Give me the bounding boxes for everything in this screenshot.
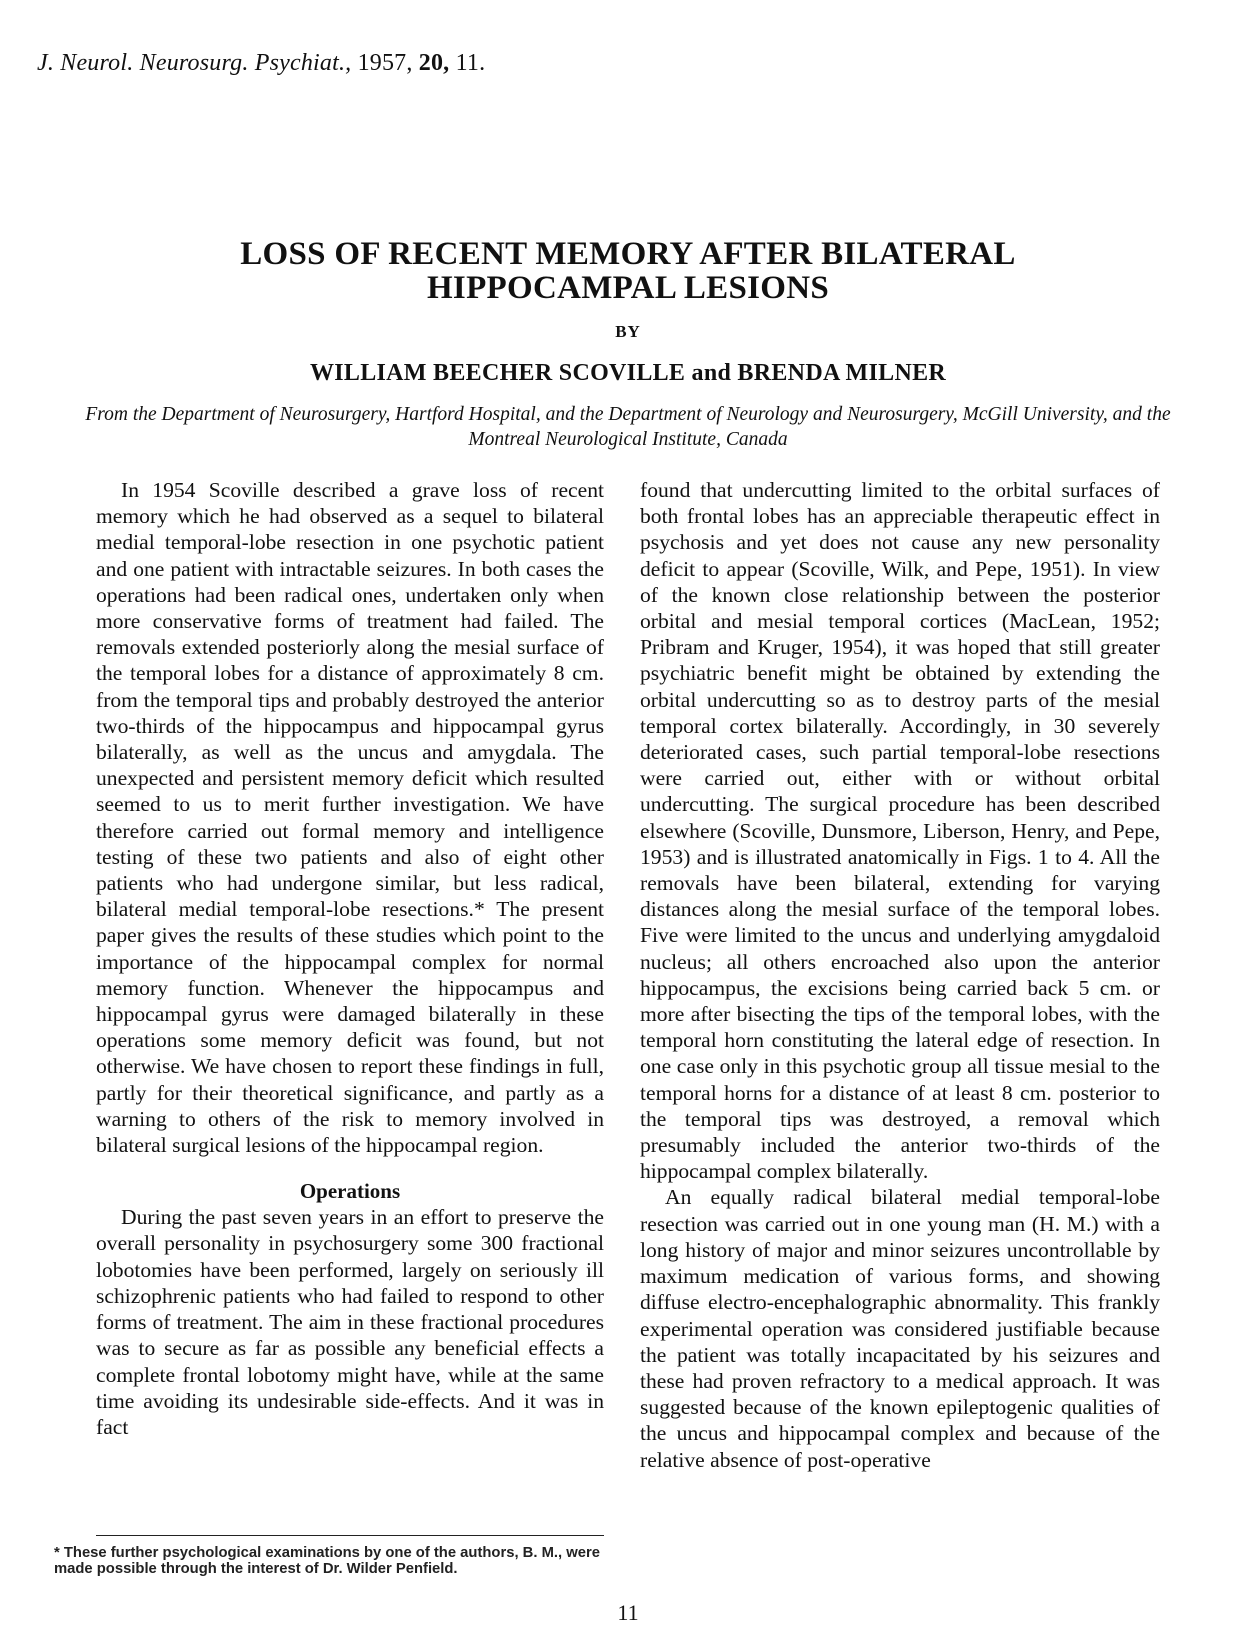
title-line-1: LOSS OF RECENT MEMORY AFTER BILATERAL <box>240 236 1016 272</box>
intro-paragraph: In 1954 Scoville described a grave loss of recent memory which he had observed as a sequel to bilateral medial temporal-lobe resection in one psychotic patient and one patient with intractable seizures. In both cases the operations had been radical ones, undertaken only when more conservative forms of treatment had failed. The removals extended posteriorly along the mesial surface of the temporal lobes for a distance of approximately 8 cm. from the temporal tips and probably destroyed the anterior two-thirds of the hippocampus and hippocampal gyrus bilaterally, as well as the uncus and amygdala. The unexpected and persistent memory deficit which resulted seemed to us to merit further investigation. We have therefore carried out formal memory and intelligence testing of these two patients and also of eight other patients who had undergone similar, but less radical, bilateral medial temporal-lobe resections.* The present paper gives the results of these studies which point to the importance of the hippocampal complex for normal memory function. Whenever the hippocampus and hippocampal gyrus were damaged bilaterally in these operations some memory deficit was found, but not otherwise. We have chosen to report these findings in full, partly for their theoretical significance, and partly as a warning to others of the risk to memory involved in bilateral surgical lesions of the hippocampal region. <box>96 478 604 1158</box>
journal-citation <box>37 50 485 77</box>
by-label: BY <box>615 322 641 341</box>
footnote: * These further psychological examinations by one of the authors, B. M., were made possible through the interest of Dr. Wilder Penfield. <box>54 1545 600 1577</box>
page-number: 11 <box>617 1600 639 1625</box>
journal-year: 1957, <box>357 50 413 76</box>
right-column <box>640 477 1160 1473</box>
continued-paragraph: found that undercutting limited to the orbital surfaces of both frontal lobes has an appreciable therapeutic effect in psychosis and yet does not cause any new personality deficit to appear (Scoville, Wilk, and Pepe, 1951). In view of the known close relationship between the posterior orbital and mesial temporal cortices (MacLean, 1952; Pribram and Kruger, 1954), it was hoped that still greater psychiatric benefit might be obtained by extending the orbital undercutting so as to destroy parts of the mesial temporal cortex bilaterally. Accordingly, in 30 severely deteriorated cases, such partial temporal-lobe resections were carried out, either with or without orbital undercutting. The surgical procedure has been described elsewhere (Scoville, Dunsmore, Liberson, Henry, and Pepe, 1953) and is illustrated anatomically in Figs. 1 to 4. All the removals have been bilateral, extending for varying distances along the mesial surface of the temporal lobes. Five were limited to the uncus and underlying amygdaloid nucleus; all others encroached also upon the anterior hippocampus, the excisions being carried back 5 cm. or more after bisecting the tips of the temporal lobes, with the temporal horn constituting the lateral edge of resection. In one case only in this psychotic group all tissue mesial to the temporal horns for a distance of at least 8 cm. posterior to the temporal tips was destroyed, a removal which presumably included the anterior two-thirds of the hippocampal complex bilaterally. <box>640 478 1160 1184</box>
footnote-divider <box>96 1535 604 1536</box>
authors: WILLIAM BEECHER SCOVILLE and BRENDA MILNER <box>309 360 947 386</box>
title-line-2: HIPPOCAMPAL LESIONS <box>426 270 830 306</box>
journal-page: 11. <box>455 50 486 76</box>
journal-volume: 20, <box>418 50 450 76</box>
article-title <box>0 237 1256 305</box>
hm-paragraph: An equally radical bilateral medial temporal-lobe resection was carried out in one young man (H. M.) with a long history of major and minor seizures uncontrollable by maximum medication of various forms, and showing diffuse electro-encephalographic abnormality. This frankly experimental operation was considered justifiable because the patient was totally incapacitated by his seizures and these had proven refractory to a medical approach. It was suggested because of the known epileptogenic qualities of the uncus and hippocampal complex and because of the relative absence of post-operative <box>640 1185 1160 1472</box>
section-heading-operations: Operations <box>299 1179 401 1204</box>
left-column <box>96 477 604 1440</box>
affiliation: From the Department of Neurosurgery, Hartford Hospital, and the Department of Neurology and Neurosurgery, McGill University, and the Montreal Neurological Institute, Canada <box>85 404 1171 450</box>
operations-paragraph: During the past seven years in an effort to preserve the overall personality in psychosurgery some 300 fractional lobotomies have been performed, largely on seriously ill schizophrenic patients who had failed to respond to other forms of treatment. The aim in these fractional procedures was to secure as far as possible any beneficial effects a complete frontal lobotomy might have, while at the same time avoiding its undesirable side-effects. And it was in fact <box>96 1205 604 1439</box>
journal-name: J. Neurol. Neurosurg. Psychiat., <box>37 50 352 76</box>
